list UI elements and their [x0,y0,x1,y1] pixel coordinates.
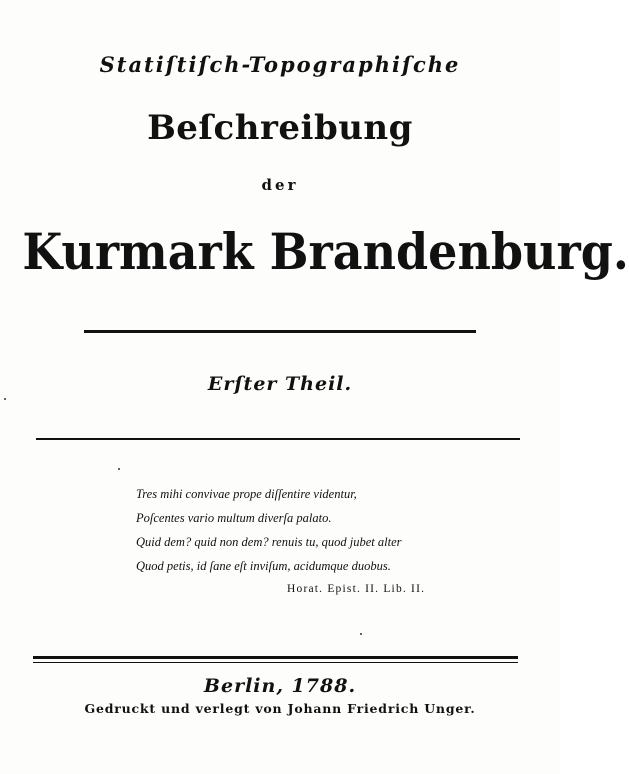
title-line-1: Statiſtiſch-Topographiſche [99,52,461,77]
imprint-printer: Gedruckt und verlegt von Johann Friedrich Unger. [84,701,476,716]
imprint-place-year: Berlin, 1788. [203,675,357,697]
paper-speck [4,398,6,400]
divider-rule-bottom-thick [33,656,518,659]
paper-speck [118,468,120,470]
divider-rule-top [84,330,476,333]
motto-line: Quid dem? quid non dem? renuis tu, quod jubet alter [136,535,402,549]
motto-line: Quod petis, id ſane eſt inviſum, acidumque duobus. [136,559,391,573]
motto-line: Tres mihi convivae prope diſſentire videntur, [136,487,357,501]
part-label: Erſter Theil. [207,373,353,395]
divider-rule-middle [36,438,520,440]
paper-speck [360,633,362,635]
divider-rule-bottom-thin [33,662,518,663]
title-line-3: der [261,176,299,194]
motto-citation: Horat. Epist. II. Lib. II. [287,583,426,595]
title-line-4: Kurmark Brandenburg. [22,222,629,281]
title-line-2: Beſchreibung [147,108,413,148]
motto-line: Poſcentes vario multum diverſa palato. [136,511,332,525]
